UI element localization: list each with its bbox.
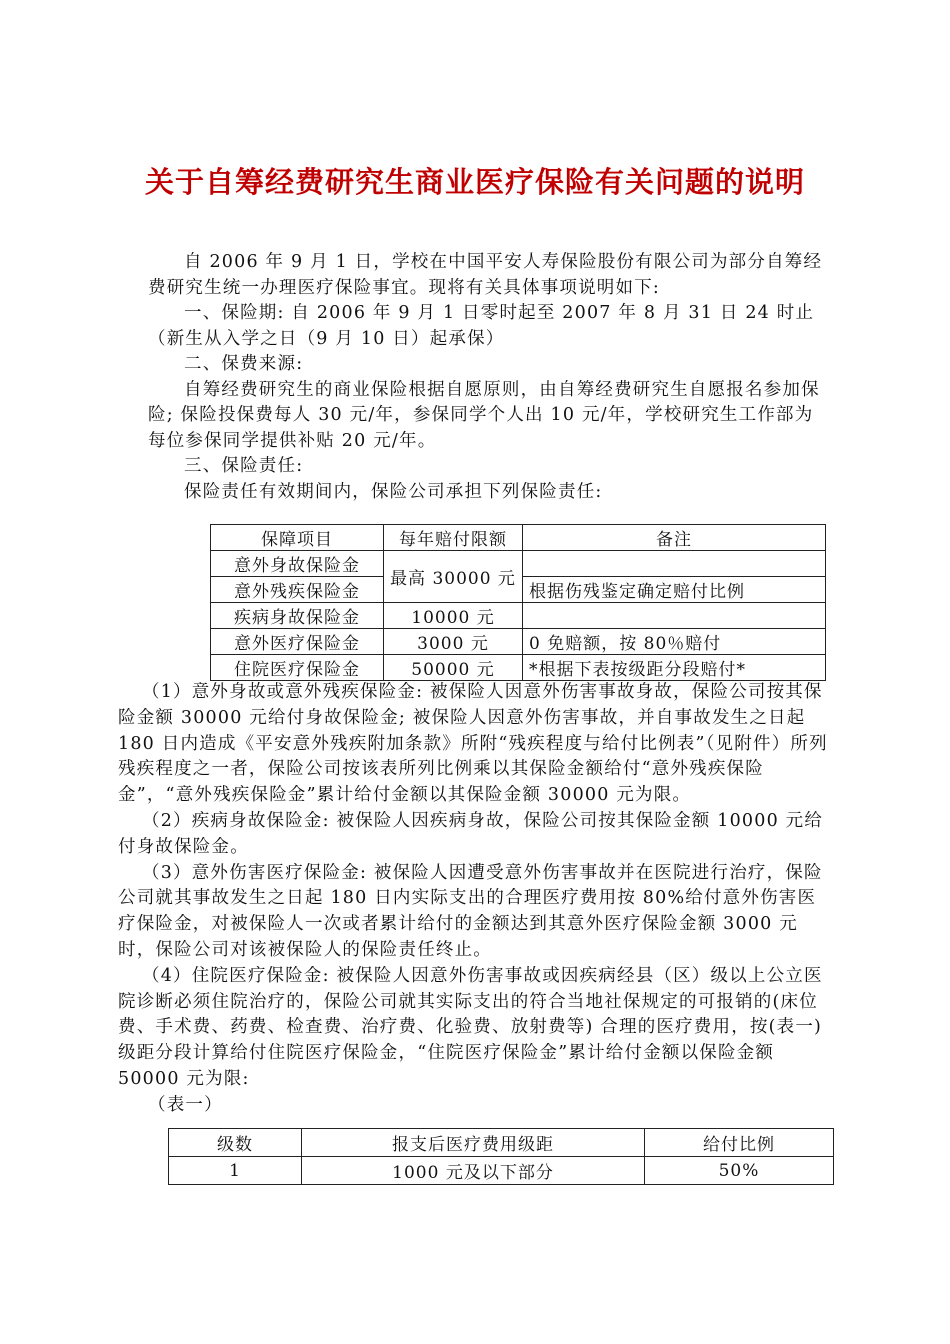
table-header-row <box>169 1129 834 1157</box>
table-cell: 1000 元及以下部分 <box>302 1157 645 1185</box>
table-cell: *根据下表按级距分段赔付* <box>523 655 826 681</box>
table-cell: 疾病身故保险金 <box>211 603 384 629</box>
table-row <box>211 655 826 681</box>
table-header: 每年赔付限额 <box>384 525 523 551</box>
table-header: 备注 <box>523 525 826 551</box>
table-header: 保障项目 <box>211 525 384 551</box>
table-cell: 意外残疾保险金 <box>211 577 384 603</box>
clauses-section <box>118 680 830 1119</box>
liability-intro: 保险责任有效期间内，保险公司承担下列保险责任: <box>184 481 603 502</box>
table-one-label: （表一） <box>148 1094 223 1115</box>
table-cell: 意外身故保险金 <box>211 551 384 577</box>
table-cell: 3000 元 <box>384 629 523 655</box>
clause-accident-medical: （3）意外伤害医疗保险金: 被保险人因遭受意外伤害事故并在医院进行治疗，保险公司就其事故发生之日起 180 日内实际支出的合理医疗费用按 80%给付意外伤害医疗保险金，对被保险人一次或者累计给付的金额达到其意外医疗保险金额 3000 元时，保险公司对该被保险人的保险责任终止。 <box>118 862 823 960</box>
clause-disease-death: （2）疾病身故保险金: 被保险人因疾病身故，保险公司按其保险金额 10000 元给付身故保险金。 <box>118 810 824 857</box>
insurance-period: 一、保险期: 自 2006 年 9 月 1 日零时起至 2007 年 8 月 31 日 24 时止（新生从入学之日（9 月 10 日）起承保） <box>148 303 815 349</box>
table-header: 级数 <box>169 1129 302 1157</box>
table-cell: 50000 元 <box>384 655 523 681</box>
clause-accident-death: （1）意外身故或意外残疾保险金: 被保险人因意外伤害事故身故，保险公司按其保险金额 30000 元给付身故保险金; 被保险人因意外伤害事故，并自事故发生之日起 180 日内造成《平安意外残疾附加条款》所附“残疾程度与给付比例表”（见附件）所列残疾程度之一者，保险公司按该表所列比例乘以其保险金额给付“意外残疾保险金”，“意外残疾保险金”累计给付金额以其保险金额 30000 元为限。 <box>118 682 828 806</box>
table-cell: 意外医疗保险金 <box>211 629 384 655</box>
table-header-row <box>211 525 826 551</box>
intro-section <box>148 250 828 505</box>
table-cell: 最高 30000 元 <box>384 551 523 603</box>
clause-hospital-medical: （4）住院医疗保险金: 被保险人因意外伤害事故或因疾病经县（区）级以上公立医院诊断必须住院治疗的，保险公司就其实际支出的符合当地社保规定的可报销的(床位费、手术费、药费、检查费、治疗费、化验费、放射费等) 合理的医疗费用，按(表一) 级距分段计算给付住院医疗保险金，“住院医疗保险金”累计给付金额以保险金额 50000 元为限: <box>118 965 823 1089</box>
table-cell: 住院医疗保险金 <box>211 655 384 681</box>
table-row <box>211 551 826 577</box>
table-cell <box>523 603 826 629</box>
premium-source-heading: 二、保费来源: <box>184 354 304 374</box>
table-header: 报支后医疗费用级距 <box>302 1129 645 1157</box>
tier-table <box>168 1128 834 1185</box>
table-cell: 0 免赔额，按 80％赔付 <box>523 629 826 655</box>
table-cell: 根据伤残鉴定确定赔付比例 <box>523 577 826 603</box>
table-row <box>211 603 826 629</box>
page-title: 关于自筹经费研究生商业医疗保险有关问题的说明 <box>144 165 805 199</box>
intro-paragraph: 自 2006 年 9 月 1 日，学校在中国平安人寿保险股份有限公司为部分自筹经费研究生统一办理医疗保险事宜。现将有关具体事项说明如下: <box>148 252 823 298</box>
table-cell: 10000 元 <box>384 603 523 629</box>
table-cell: 1 <box>169 1157 302 1185</box>
liability-heading: 三、保险责任: <box>184 456 304 476</box>
table-cell <box>523 551 826 577</box>
table-cell: 50% <box>645 1157 834 1185</box>
table-row <box>211 629 826 655</box>
premium-source-text: 自筹经费研究生的商业保险根据自愿原则，由自筹经费研究生自愿报名参加保险; 保险投保费每人 30 元/年，参保同学个人出 10 元/年，学校研究生工作部为每位参保同学提供补贴 20 元/年。 <box>148 379 820 451</box>
table-header: 给付比例 <box>645 1129 834 1157</box>
table-row <box>169 1157 834 1185</box>
coverage-table <box>210 524 826 681</box>
